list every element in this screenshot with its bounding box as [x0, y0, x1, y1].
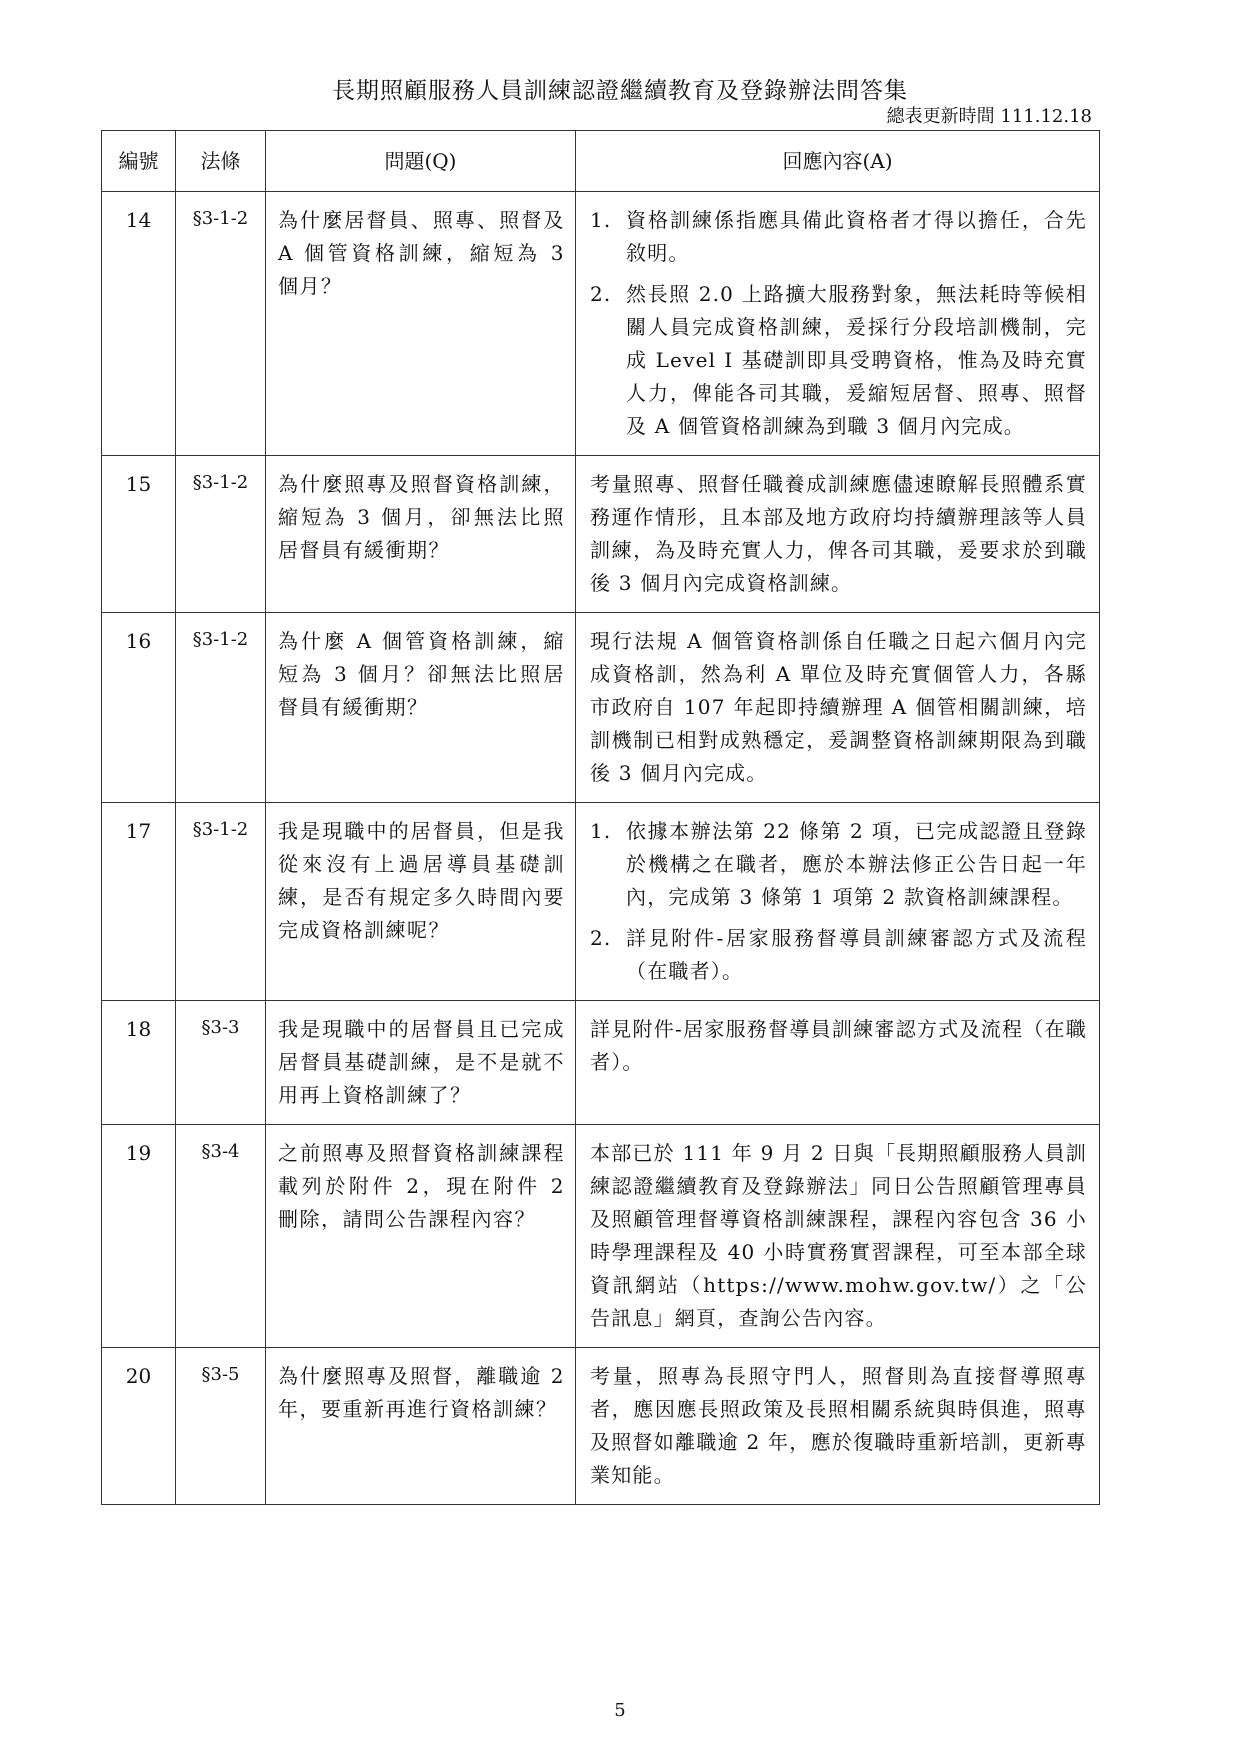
row-answer: 現行法規 A 個管資格訓係自任職之日起六個月內完成資格訓，然為利 A 單位及時充實個管人力，各縣市政府自 107 年起即持續辦理 A 個管相關訓練，培訓機制已相對成熟穩定，爰調整資格訓練期限為到職後 3 個月內完成。 [576, 613, 1100, 803]
table-row [102, 456, 1100, 613]
answer-item [590, 204, 1087, 270]
update-timestamp: 總表更新時間 111.12.18 [886, 106, 1092, 127]
row-answer: 詳見附件-居家服務督導員訓練審認方式及流程（在職者）。 [576, 1001, 1100, 1125]
answer-item-number: 1. [590, 208, 612, 232]
header-question: 問題(Q) [266, 131, 576, 192]
answer-list [590, 204, 1087, 443]
row-question: 我是現職中的居督員，但是我從來沒有上過居導員基礎訓練，是否有規定多久時間內要完成資格訓練呢？ [266, 803, 576, 1001]
answer-item [590, 815, 1087, 914]
row-question: 為什麼照專及照督資格訓練，縮短為 3 個月，卻無法比照居督員有緩衝期？ [266, 456, 576, 613]
qa-table [101, 130, 1100, 1505]
answer-item-number: 2. [590, 282, 612, 306]
row-number: 15 [102, 456, 176, 613]
row-question: 之前照專及照督資格訓練課程載列於附件 2，現在附件 2 刪除，請問公告課程內容？ [266, 1125, 576, 1348]
row-number: 17 [102, 803, 176, 1001]
row-article: §3-5 [176, 1348, 266, 1505]
row-answer: 考量，照專為長照守門人，照督則為直接督導照專者，應因應長照政策及長照相關系統與時俱進，照專及照督如離職逾 2 年，應於復職時重新培訓，更新專業知能。 [576, 1348, 1100, 1505]
answer-item-number: 2. [590, 926, 612, 950]
answer-item [590, 922, 1087, 988]
row-question: 為什麼 A 個管資格訓練，縮短為 3 個月？卻無法比照居督員有緩衝期？ [266, 613, 576, 803]
row-answer [576, 803, 1100, 1001]
page-number: 5 [614, 1700, 626, 1721]
row-number: 14 [102, 192, 176, 456]
table-header-row [102, 131, 1100, 192]
answer-item-text: 然長照 2.0 上路擴大服務對象，無法耗時等候相關人員完成資格訓練，爰採行分段培訓機制，完成 Level Ⅰ 基礎訓即具受聘資格，惟為及時充實人力，俾能各司其職，爰縮短居督、照專、照督及 A 個管資格訓練為到職 3 個月內完成。 [626, 282, 1087, 438]
row-answer: 本部已於 111 年 9 月 2 日與「長期照顧服務人員訓練認證繼續教育及登錄辦法」同日公告照顧管理專員及照顧管理督導資格訓練課程，課程內容包含 36 小時學理課程及 40 小時實務實習課程，可至本部全球資訊網站（https://www.mohw.gov.tw/）之「公告訊息」網頁，查詢公告內容。 [576, 1125, 1100, 1348]
answer-item [590, 278, 1087, 443]
header-answer: 回應內容(A) [576, 131, 1100, 192]
answer-item-text: 依據本辦法第 22 條第 2 項，已完成認證且登錄於機構之在職者，應於本辦法修正公告日起一年內，完成第 3 條第 1 項第 2 款資格訓練課程。 [626, 819, 1087, 909]
row-article: §3-1-2 [176, 192, 266, 456]
answer-item-text: 詳見附件-居家服務督導員訓練審認方式及流程（在職者）。 [626, 926, 1087, 983]
table-row [102, 1348, 1100, 1505]
table-row [102, 1001, 1100, 1125]
header-number: 編號 [102, 131, 176, 192]
row-article: §3-1-2 [176, 803, 266, 1001]
row-article: §3-1-2 [176, 613, 266, 803]
table-row [102, 192, 1100, 456]
row-article: §3-3 [176, 1001, 266, 1125]
row-question: 我是現職中的居督員且已完成居督員基礎訓練，是不是就不用再上資格訓練了？ [266, 1001, 576, 1125]
row-question: 為什麼照專及照督，離職逾 2 年，要重新再進行資格訓練？ [266, 1348, 576, 1505]
row-number: 20 [102, 1348, 176, 1505]
table-row [102, 803, 1100, 1001]
document-title: 長期照顧服務人員訓練認證繼續教育及登錄辦法問答集 [332, 78, 908, 104]
row-answer [576, 192, 1100, 456]
row-number: 18 [102, 1001, 176, 1125]
row-article: §3-1-2 [176, 456, 266, 613]
header-article: 法條 [176, 131, 266, 192]
answer-list [590, 815, 1087, 988]
answer-item-text: 資格訓練係指應具備此資格者才得以擔任，合先敘明。 [626, 208, 1087, 265]
answer-item-number: 1. [590, 819, 612, 843]
row-number: 19 [102, 1125, 176, 1348]
row-article: §3-4 [176, 1125, 266, 1348]
row-number: 16 [102, 613, 176, 803]
table-row [102, 613, 1100, 803]
table-row [102, 1125, 1100, 1348]
row-question: 為什麼居督員、照專、照督及 A 個管資格訓練，縮短為 3 個月？ [266, 192, 576, 456]
row-answer: 考量照專、照督任職養成訓練應儘速瞭解長照體系實務運作情形，且本部及地方政府均持續辦理該等人員訓練，為及時充實人力，俾各司其職，爰要求於到職後 3 個月內完成資格訓練。 [576, 456, 1100, 613]
